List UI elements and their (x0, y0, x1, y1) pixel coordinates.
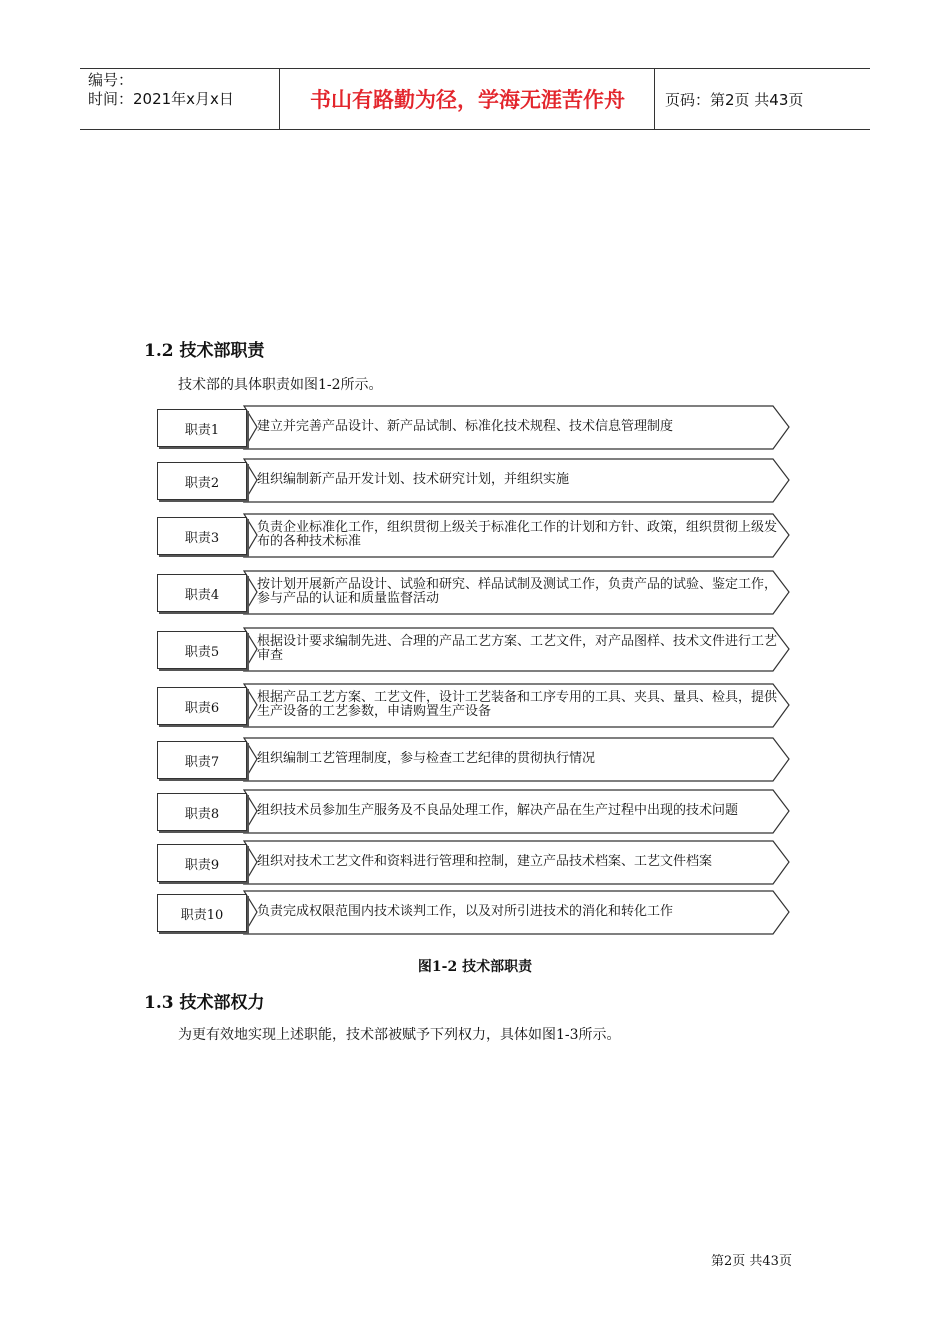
page-header (80, 68, 870, 130)
duty-row (157, 627, 793, 671)
duty-row (157, 683, 793, 727)
header-meta (80, 69, 280, 129)
duty-text: 组织编制新产品开发计划、技术研究计划，并组织实施 (257, 472, 570, 487)
document-time-label: 时间：2021年x月x日 (88, 90, 234, 108)
duty-row (157, 405, 793, 449)
header-motto: 书山有路勤为径，学海无涯苦作舟 (281, 69, 655, 129)
duty-text: 根据设计要求编制先进、合理的产品工艺方案、工艺文件，对产品图样、技术文件进行工艺审查 (257, 634, 778, 663)
duty-label: 职责1 (157, 409, 247, 447)
duty-text: 按计划开展新产品设计、试验和研究、样品试制及测试工作，负责产品的试验、鉴定工作，参与产品的认证和质量监督活动 (257, 577, 778, 606)
duty-text: 组织编制工艺管理制度，参与检查工艺纪律的贯彻执行情况 (257, 751, 596, 766)
duty-label: 职责9 (157, 844, 247, 882)
section-intro: 技术部的具体职责如图1-2所示。 (178, 377, 383, 393)
duty-label: 职责3 (157, 517, 247, 555)
duty-row (157, 890, 793, 934)
page-footer: 第2页 共43页 (711, 1254, 792, 1269)
duty-label: 职责8 (157, 793, 247, 831)
duty-text: 建立并完善产品设计、新产品试制、标准化技术规程、技术信息管理制度 (257, 419, 674, 434)
document-number-label: 编号： (88, 71, 134, 89)
duty-row (157, 458, 793, 502)
duty-label: 职责2 (157, 462, 247, 500)
header-page-label: 页码：第2页 共43页 (665, 90, 804, 109)
section-title: 1.2 技术部职责 (144, 341, 265, 361)
duty-label: 职责7 (157, 741, 247, 779)
duty-text: 负责企业标准化工作，组织贯彻上级关于标准化工作的计划和方针、政策，组织贯彻上级发布的各种技术标准 (257, 520, 778, 549)
duty-row (157, 840, 793, 884)
duty-text: 根据产品工艺方案、工艺文件，设计工艺装备和工序专用的工具、夹具、量具、检具，提供生产设备的工艺参数，申请购置生产设备 (257, 690, 778, 719)
duty-row (157, 513, 793, 557)
duty-row (157, 570, 793, 614)
duty-label: 职责5 (157, 631, 247, 669)
figure-caption: 图1-2 技术部职责 (417, 959, 533, 975)
duty-text: 组织对技术工艺文件和资料进行管理和控制，建立产品技术档案、工艺文件档案 (257, 854, 713, 869)
duty-row (157, 737, 793, 781)
section-title: 1.3 技术部权力 (144, 993, 265, 1013)
duty-label: 职责10 (157, 894, 247, 932)
duty-label: 职责6 (157, 687, 247, 725)
duty-text: 负责完成权限范围内技术谈判工作，以及对所引进技术的消化和转化工作 (257, 904, 674, 919)
duty-text: 组织技术员参加生产服务及不良品处理工作，解决产品在生产过程中出现的技术问题 (257, 803, 739, 818)
duty-label: 职责4 (157, 574, 247, 612)
section-intro: 为更有效地实现上述职能，技术部被赋予下列权力，具体如图1-3所示。 (178, 1027, 621, 1043)
duty-row (157, 789, 793, 833)
